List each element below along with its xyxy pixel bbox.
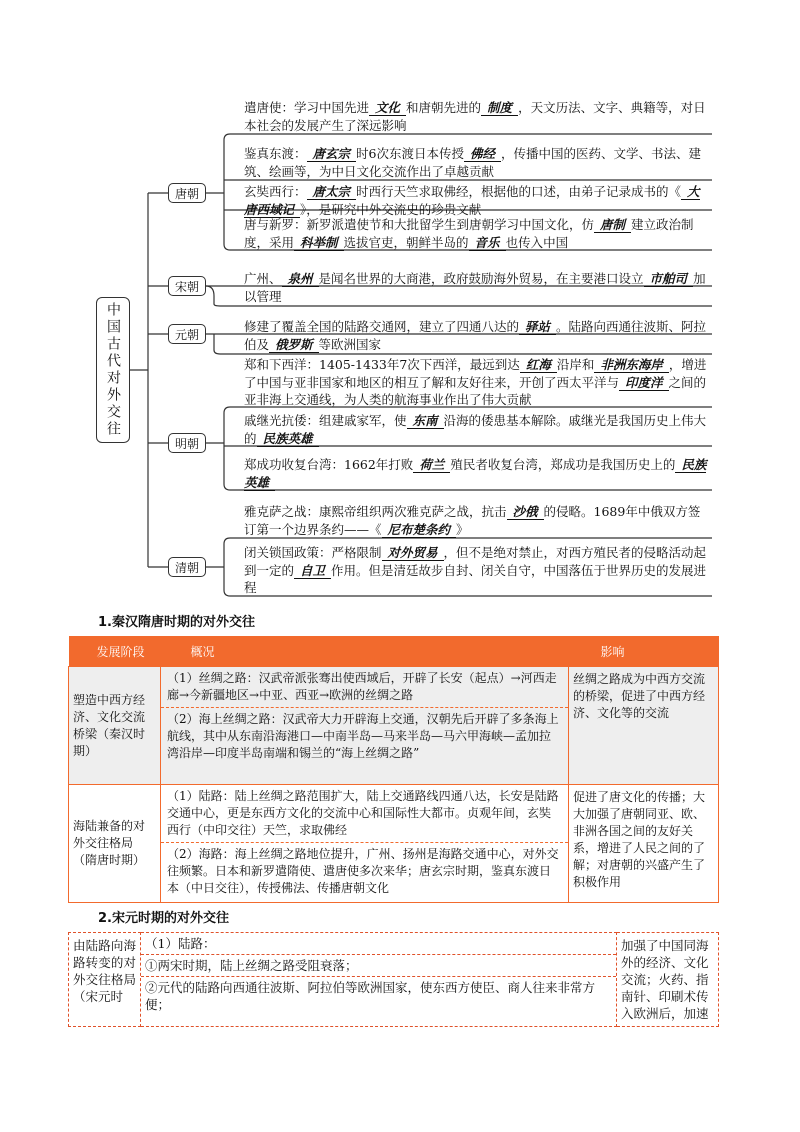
- section2-title: 2.宋元时期的对外交往: [98, 911, 229, 926]
- table-row: [69, 933, 719, 1027]
- row-stage: 海陆兼备的对外交往格局（隋唐时期）: [69, 785, 161, 903]
- overview-paragraph: （2）海上丝绸之路：汉武帝大力开辟海上交通，汉朝先后开辟了多条海上航线，其中从东南沿海港口—中南半岛—马来半岛—马六甲海峡—孟加拉湾沿岸—印度半岛南端和锡兰的“海上丝绸之路”: [161, 707, 568, 765]
- row-stage: 塑造中西方经济、文化交流桥梁（秦汉时期）: [69, 667, 161, 785]
- leaf-ming-qijiguang: 戚继光抗倭：组建戚家军，使 东南 沿海的倭患基本解除。戚继光是我国历史上伟大的 民族英雄: [244, 413, 707, 446]
- leaf-tang-envoys: 遣唐使：学习中国先进 文化 和唐朝先进的 制度 ，天文历法、文字、典籍等，对日本社会的发展产生了深远影响: [244, 100, 706, 133]
- leaf-tang-xuanzang: 玄奘西行： 唐太宗 时西行天竺求取佛经，根据他的口述，由弟子记录成书的《 大唐西域记 》，是研究中外交流史的珍贵文献: [244, 184, 700, 217]
- leaf-tang-silla: 唐与新罗：新罗派遣使节和大批留学生到唐朝学习中国文化，仿 唐制 建立政治制度，采用 科举制 选拔官吏，朝鲜半岛的 音乐 也传入中国: [244, 217, 694, 250]
- row-overview: [141, 933, 617, 1027]
- overview-paragraph: （2）海路：海上丝绸之路地位提升，广州、扬州是海路交通中心，对外交往频繁。日本和新罗遣隋使、遣唐使多次来华；唐玄宗时期，鉴真东渡日本（中日交往），传授佛法、传播唐朝文化: [161, 842, 568, 900]
- overview-paragraph: ②元代的陆路向西通往波斯、阿拉伯等欧洲国家，使东西方使臣、商人往来非常方便；: [141, 976, 616, 1015]
- table-row: [69, 785, 719, 903]
- node-qing: 清朝: [168, 557, 206, 577]
- leaf-song-quanzhou: 广州、 泉州 是闻名世界的大商港，政府鼓励海外贸易，在主要港口设立 市舶司 加以管理: [244, 271, 706, 304]
- table-header: [69, 636, 719, 667]
- overview-paragraph: ①两宋时期，陆上丝绸之路受阻衰落；: [141, 954, 616, 976]
- row-overview: [161, 667, 569, 785]
- leaf-qing-closed-door: 闭关锁国政策：严格限制 对外贸易 ，但不是绝对禁止，对西方殖民者的侵略活动起到一定的 自卫 作用。但是清廷故步自封、闭关自守，中国落伍于世界历史的发展进程: [244, 545, 707, 595]
- header-overview: 概况: [161, 636, 569, 667]
- table-row: [69, 667, 719, 785]
- leaf-tang-jianzhen: 鉴真东渡： 唐玄宗 时6次东渡日本传授 佛经 ，传播中国的医药、文学、书法、建筑、绘画等，为中日文化交流作出了卓越贡献: [244, 146, 702, 179]
- node-ming: 明朝: [168, 433, 206, 453]
- row-overview: [161, 785, 569, 903]
- section2-table: [68, 932, 719, 1027]
- mindmap-root-label: 中国古代对外交往: [105, 302, 121, 438]
- leaf-qing-yakesa: 雅克萨之战：康熙帝组织两次雅克萨之战，抗击 沙俄 的侵略。1689年中俄双方签订第一个边界条约——《 尼布楚条约 》: [244, 504, 701, 537]
- mindmap-root: [96, 297, 130, 443]
- section1-title: 1.秦汉隋唐时期的对外交往: [98, 615, 255, 630]
- leaf-ming-zhenghe: 郑和下西洋：1405-1433年7次下西洋，最远到达 红海 沿岸和 非洲东海岸 ，增进了中国与亚非国家和地区的相互了解和友好往来，开创了西太平洋与 印度洋 之间的亚非海上交通线，为人类的航海事业作出了伟大贡献: [244, 357, 707, 407]
- header-impact: 影响: [569, 636, 719, 667]
- node-tang: 唐朝: [168, 183, 206, 203]
- row-impact: 促进了唐文化的传播；大大加强了唐朝同亚、欧、非洲各国之间的友好关系，增进了人民之间的了解；对唐朝的兴盛产生了积极作用: [569, 785, 719, 903]
- row-stage: 由陆路向海路转变的对外交往格局（宋元时: [69, 933, 141, 1027]
- overview-paragraph: （1）丝绸之路：汉武帝派张骞出使西域后，开辟了长安（起点）→河西走廊→今新疆地区→中亚、西亚→欧洲的丝绸之路: [167, 671, 557, 702]
- section1-table: [68, 636, 719, 903]
- row-impact: 丝绸之路成为中西方交流的桥梁，促进了中西方经济、文化等的交流: [569, 667, 719, 785]
- node-yuan: 元朝: [168, 324, 206, 344]
- overview-paragraph: （1）陆路：陆上丝绸之路范围扩大，陆上交通路线四通八达，长安是陆路交通中心，更是东西方文化的交流中心和国际性大都市。贞观年间，玄奘西行（中印交往）天竺，求取佛经: [167, 789, 559, 837]
- node-song: 宋朝: [168, 276, 206, 296]
- leaf-ming-zhengchenggong: 郑成功收复台湾：1662年打败 荷兰 殖民者收复台湾，郑成功是我国历史上的 民族英雄: [244, 457, 707, 490]
- leaf-yuan-roads: 修建了覆盖全国的陆路交通网，建立了四通八达的 驿站 。陆路向西通往波斯、阿拉伯及 俄罗斯 等欧洲国家: [244, 319, 707, 352]
- header-stage: 发展阶段: [69, 636, 161, 667]
- overview-paragraph: （1）陆路：: [145, 936, 216, 951]
- row-impact: 加强了中国同海外的经济、文化交流；火药、指南针、印刷术传入欧洲后，加速: [617, 933, 719, 1027]
